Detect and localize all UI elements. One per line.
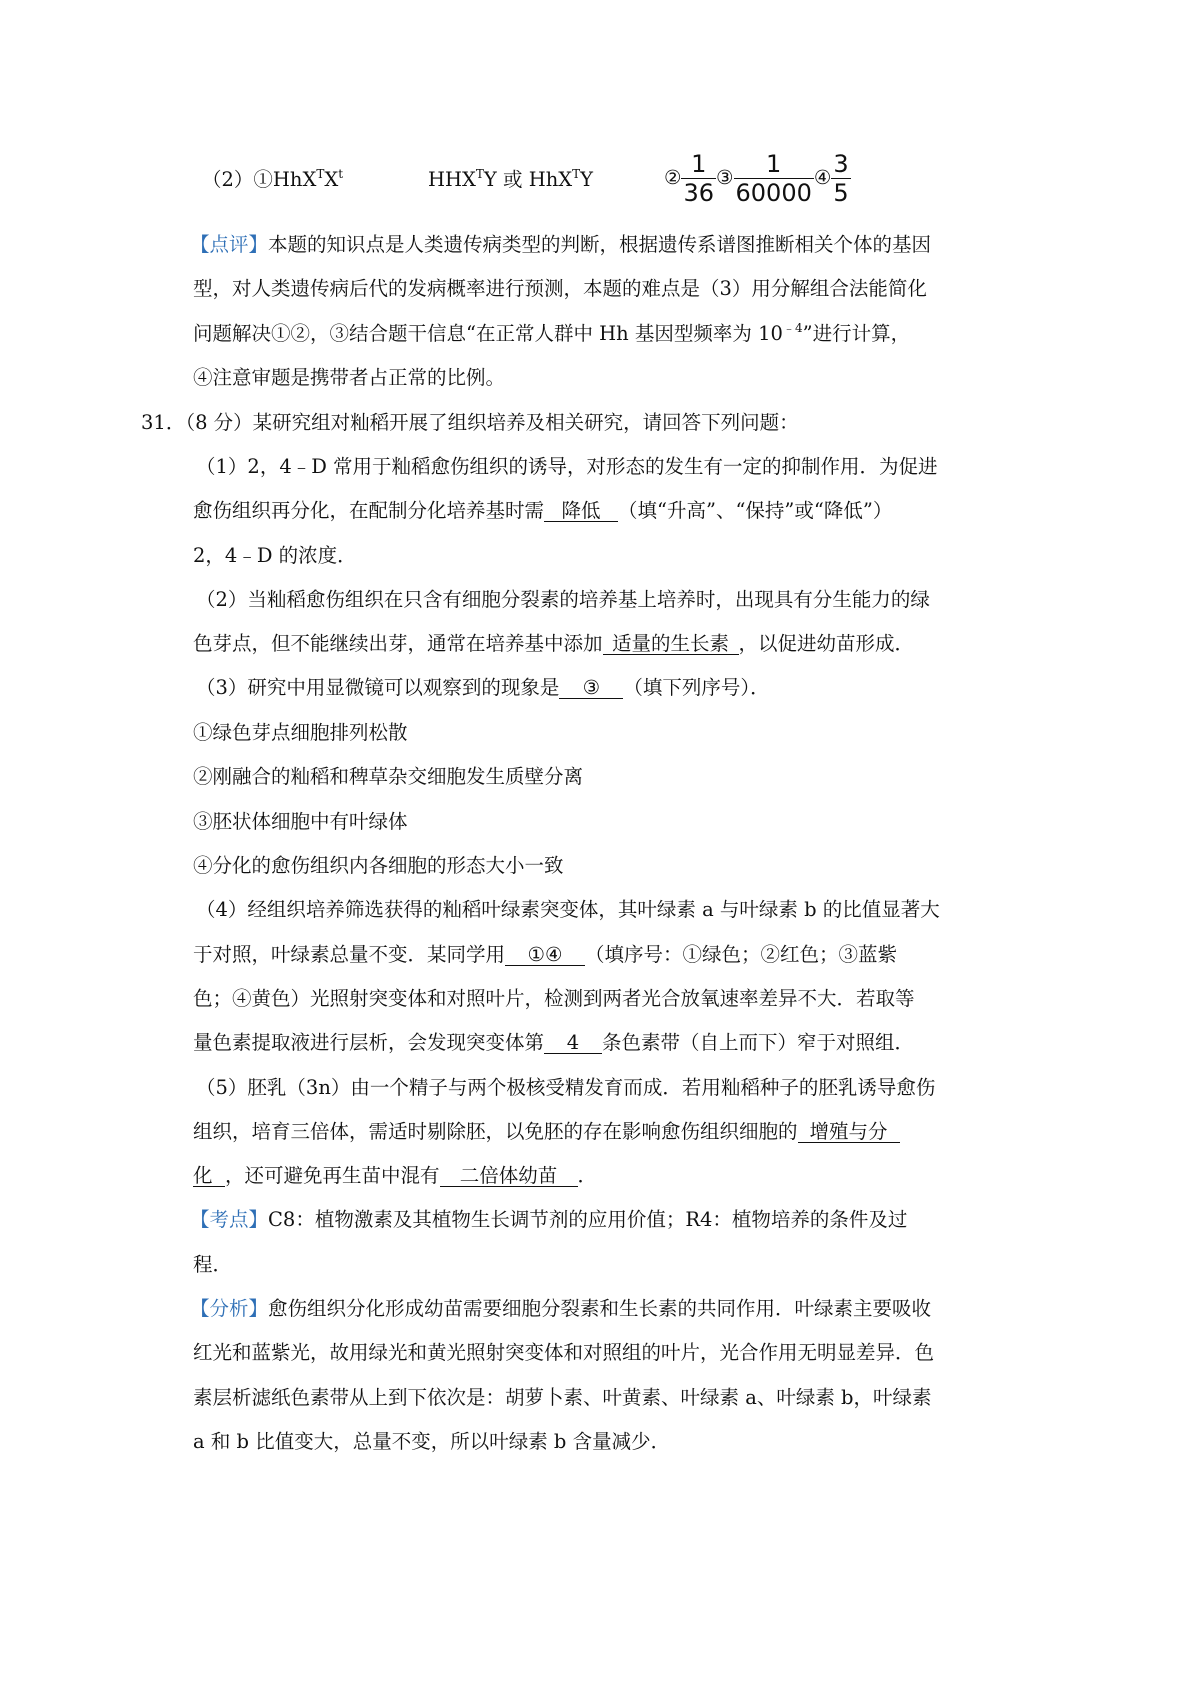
fenxi-tag: 【分析】 (190, 1297, 269, 1320)
q31-part5-line2: 组织，培育三倍体，需适时剔除胚，以免胚的存在影响愈伤组织细胞的 增殖与分 (193, 1120, 900, 1144)
answer-blank-6a: 增殖与分 (798, 1122, 900, 1143)
review-line-4: ④注意审题是携带者占正常的比例。 (193, 366, 506, 389)
answer-blank-7: 二倍体幼苗 (440, 1166, 578, 1187)
answer-2-line (202, 168, 343, 192)
circle-3-marker: ③ (716, 166, 734, 189)
q31-part5-line3: 化 ，还可避免再生苗中混有 二倍体幼苗 ． (193, 1164, 598, 1187)
fenxi-line-1: 【分析】愈伤组织分化形成幼苗需要细胞分裂素和生长素的共同作用．叶绿素主要吸收 (190, 1297, 932, 1320)
answer-blank-4: ①④ (505, 945, 585, 966)
q31-part1-line2: 愈伤组织再分化，在配制分化培养基时需 降低 （填“升高”、“保持”或“降低”） (193, 499, 893, 522)
review-line-3: 问题解决①②，③结合题干信息“在正常人群中 Hh 基因型频率为 $10^{﹣4}$”进行计算， (193, 321, 911, 345)
fenxi-line-3: 素层析滤纸色素带从上到下依次是：胡萝卜素、叶黄素、叶绿素 a、叶绿素 b，叶绿素 (193, 1386, 932, 1409)
q31-part2-line2: 色芽点，但不能继续出芽，通常在培养基中添加 适量的生长素 ，以促进幼苗形成． (193, 632, 915, 655)
kaodian-line-1: 【考点】C8：植物激素及其植物生长调节剂的应用价值；R4：植物培养的条件及过 (190, 1208, 908, 1231)
review-line-1: 【点评】本题的知识点是人类遗传病类型的判断，根据遗传系谱图推断相关个体的基因 (190, 233, 932, 256)
q31-part1-line3: 2，4﹣D 的浓度． (193, 544, 357, 567)
q31-part4-line4: 量色素提取液进行层析，会发现突变体第 4 条色素带（自上而下）窄于对照组． (193, 1031, 915, 1054)
q31-part5-line1: （5）胚乳（3n）由一个精子与两个极核受精发育而成．若用籼稻种子的胚乳诱导愈伤 (196, 1076, 936, 1099)
option-3: ③胚状体细胞中有叶绿体 (193, 810, 408, 833)
answer-2-fractions (664, 148, 851, 208)
fraction-1-60000: $\frac{1}{60000}$ (735, 150, 812, 207)
fraction-1-36: $\frac{1}{36}$ (683, 150, 715, 207)
q31-part4-line2: 于对照，叶绿素总量不变．某同学用 ①④ （填序号：①绿色；②红色；③蓝紫 (193, 943, 898, 966)
option-1: ①绿色芽点细胞排列松散 (193, 721, 408, 744)
answer-blank-6b: 化 (193, 1166, 225, 1187)
q31-part2-line1: （2）当籼稻愈伤组织在只含有细胞分裂素的培养基上培养时，出现具有分生能力的绿 (196, 588, 930, 611)
option-4: ④分化的愈伤组织内各细胞的形态大小一致 (193, 854, 564, 877)
kaodian-tag: 【考点】 (190, 1208, 269, 1231)
q31-part4-line3: 色；④黄色）光照射突变体和对照叶片，检测到两者光合放氧速率差异不大．若取等 (193, 987, 915, 1010)
option-2: ②刚融合的籼稻和稗草杂交细胞发生质壁分离 (193, 765, 584, 788)
answer-2-genotype-1: $(2)①HhX^TX^t$ (202, 167, 344, 191)
q31-part1-line1: （1）2，4﹣D 常用于籼稻愈伤组织的诱导，对形态的发生有一定的抑制作用．为促进 (196, 455, 938, 478)
fenxi-line-4: a 和 b 比值变大，总量不变，所以叶绿素 b 含量减少． (193, 1430, 671, 1453)
kaodian-line-2: 程． (193, 1253, 233, 1276)
review-tag: 【点评】 (190, 233, 269, 256)
review-line-2: 型，对人类遗传病后代的发病概率进行预测，本题的难点是（3）用分解组合法能简化 (193, 277, 927, 300)
fraction-3-5: $\frac{3}{5}$ (833, 150, 849, 207)
answer-blank-5: 4 (544, 1033, 602, 1054)
circle-4-marker: ④ (813, 166, 832, 189)
answer-2-genotype-2: $HHX^TY$ 或 HhX$^T$Y (428, 167, 594, 191)
circle-2-marker: ② (664, 166, 682, 189)
answer-blank-3: ③ (559, 678, 623, 699)
answer-blank-1: 降低 (544, 501, 618, 522)
q31-stem: 31．（8 分）某研究组对籼稻开展了组织培养及相关研究，请回答下列问题： (141, 411, 799, 434)
answer-blank-2: 适量的生长素 (603, 634, 739, 655)
q31-part3-line: （3）研究中用显微镜可以观察到的现象是 ③ （填下列序号）． (196, 676, 770, 699)
q31-part4-line1: （4）经组织培养筛选获得的籼稻叶绿素突变体，其叶绿素 a 与叶绿素 b 的比值显著大 (196, 898, 940, 921)
fenxi-line-2: 红光和蓝紫光，故用绿光和黄光照射突变体和对照组的叶片，光合作用无明显差异．色 (193, 1341, 935, 1364)
